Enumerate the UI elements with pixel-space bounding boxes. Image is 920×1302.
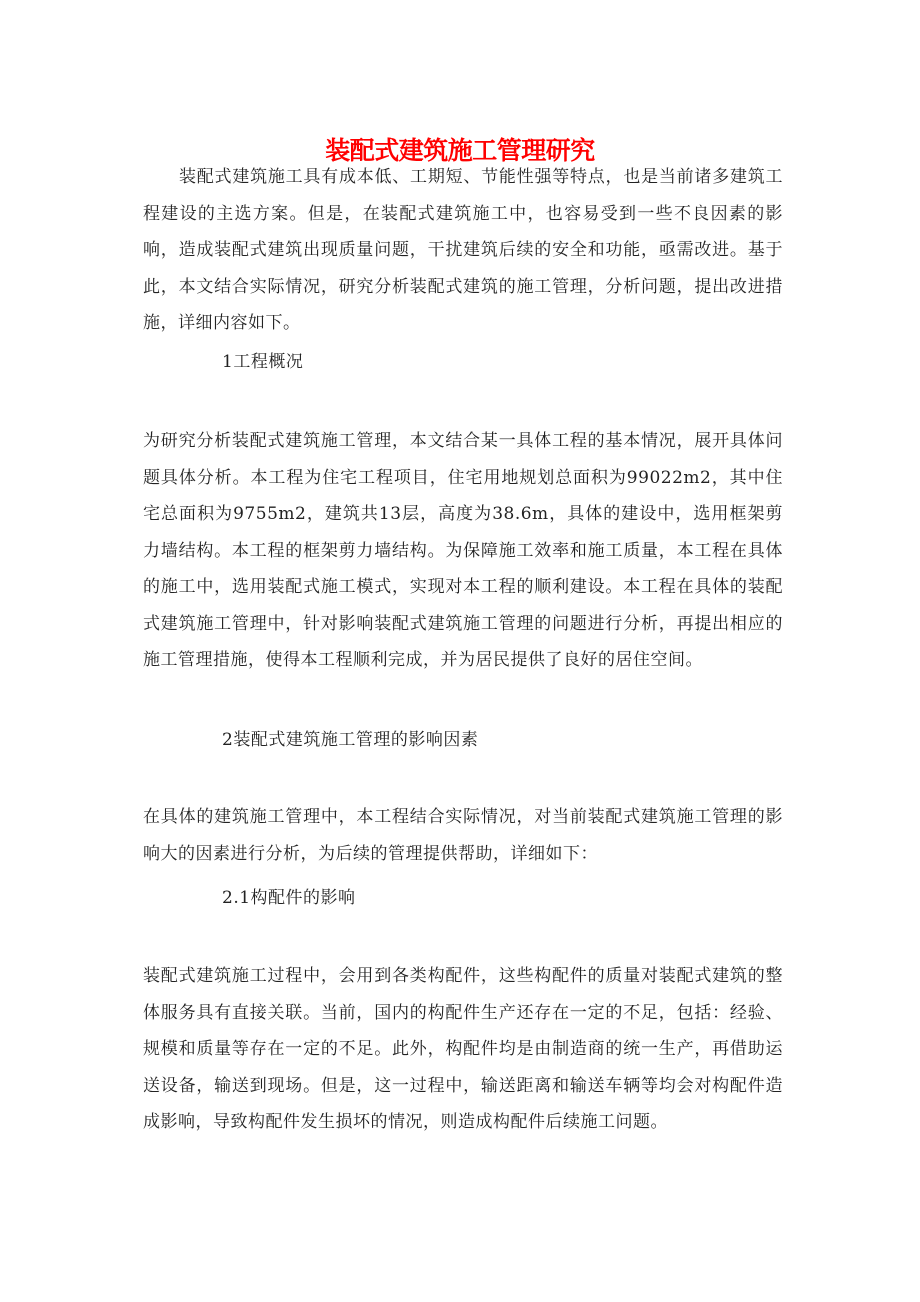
- intro-paragraph: 装配式建筑施工具有成本低、工期短、节能性强等特点，也是当前诸多建筑工程建设的主选方案。但是，在装配式建筑施工中，也容易受到一些不良因素的影响，造成装配式建筑出现质量问题，干扰建筑后续的安全和功能，亟需改进。基于此，本文结合实际情况，研究分析装配式建筑的施工管理，分析问题，提出改进措施，详细内容如下。: [143, 167, 783, 333]
- section-body-2: 在具体的建筑施工管理中，本工程结合实际情况，对当前装配式建筑施工管理的影响大的因素进行分析，为后续的管理提供帮助，详细如下：: [143, 807, 783, 864]
- document-title: 装配式建筑施工管理研究: [325, 135, 595, 165]
- section-body-2-1: 装配式建筑施工过程中，会用到各类构配件，这些构配件的质量对装配式建筑的整体服务具有直接关联。当前，国内的构配件生产还存在一定的不足，包括：经验、规模和质量等存在一定的不足。此外，构配件均是由制造商的统一生产，再借助运送设备，输送到现场。但是，这一过程中，输送距离和输送车辆等均会对构配件造成影响，导致构配件发生损坏的情况，则造成构配件后续施工问题。: [143, 966, 783, 1132]
- section-body-1: 为研究分析装配式建筑施工管理，本文结合某一具体工程的基本情况，展开具体问题具体分析。本工程为住宅工程项目，住宅用地规划总面积为99022m2，其中住宅总面积为9755m2，建筑共13层，高度为38.6m，具体的建设中，选用框架剪力墙结构。本工程的框架剪力墙结构。为保障施工效率和施工质量，本工程在具体的施工中，选用装配式施工模式，实现对本工程的顺利建设。本工程在具体的装配式建筑施工管理中，针对影响装配式建筑施工管理的问题进行分析，再提出相应的施工管理措施，使得本工程顺利完成，并为居民提供了良好的居住空间。: [143, 431, 783, 670]
- section-heading-2: 2装配式建筑施工管理的影响因素: [222, 730, 479, 750]
- section-heading-1: 1工程概况: [222, 352, 304, 372]
- section-heading-2-1: 2.1构配件的影响: [222, 888, 356, 908]
